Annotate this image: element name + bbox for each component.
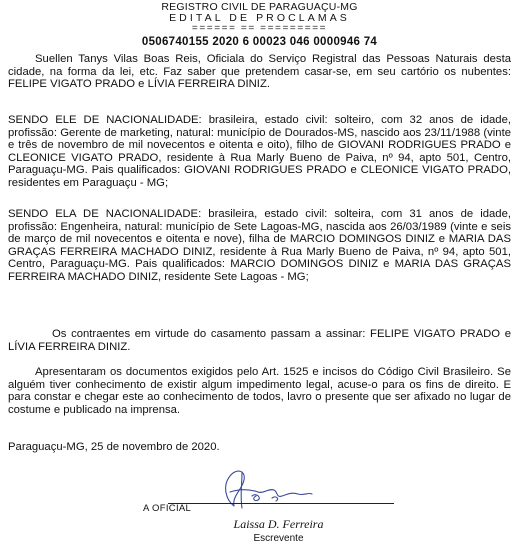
bride-paragraph: SENDO ELA DE NACIONALIDADE: brasileira, estado civil: solteira, com 31 anos de idade, profissão: Engenheira, natural: município de Sete Lagoas-MG, nascida aos 26/03/1989 (vinte e seis de março de mil novecentos e oitenta e nove), filha de MARCIO DOMINGOS DINIZ e MARIA DAS GRAÇAS FERREIRA MACHADO DINIZ, residente à Rua Marly Bueno de Paiva, nº 94, apto 501, Centro, Paraguaçu-MG. Pais qualificados: MARCIO DOMINGOS DINIZ e MARIA DAS GRAÇAS FERREIRA MACHADO DINIZ, residente Sete Lagoas - MG; bbox=[8, 208, 511, 283]
intro-paragraph: Suellen Tanys Vilas Boas Reis, Oficiala do Serviço Registral das Pessoas Naturais desta cidade, na forma da lei, etc. Faz saber que pretendem casar-se, em seu cartório os nubentes: FELIPE VIGATO PRADO e LÍVIA FERREIRA DINIZ. bbox=[8, 53, 511, 91]
handwritten-signature bbox=[212, 462, 322, 514]
signatory-role: Escrevente bbox=[253, 533, 304, 544]
groom-paragraph: SENDO ELE DE NACIONALIDADE: brasileira, estado civil: solteiro, com 32 anos de idade, profissão: Gerente de marketing, natural: município de Dourados-MS, nascido aos 23/11/1988 (vinte e três de novembro de mil novecentos e oitenta e oito), filho de GIOVANI RODRIGUES PRADO e CLEONICE VIGATO PRADO, residente à Rua Marly Bueno de Paiva, nº 94, apto 501, Centro, Paraguaçu-MG. Pais qualificados: GIOVANI RODRIGUES PRADO e CLEONICE VIGATO PRADO, residentes em Paraguaçu - MG; bbox=[8, 114, 511, 189]
signing-paragraph: Os contraentes em virtude do casamento passam a assinar: FELIPE VIGATO PRADO e LÍVIA FERREIRA DINIZ. bbox=[8, 328, 511, 353]
closing-paragraph: Apresentaram os documentos exigidos pelo Art. 1525 e incisos do Código Civil Brasileiro. Se alguém tiver conhecimento de existir algum impedimento legal, acuse-o para os fins de direito. E para constar e chegar este ao conhecimento de todos, lavro o presente que ser afixado no lugar de costume e publicado na imprensa. bbox=[8, 366, 511, 416]
registry-title: REGISTRO CIVIL DE PARAGUAÇU-MG bbox=[161, 1, 358, 13]
signatory-name: Laissa D. Ferreira bbox=[233, 517, 324, 531]
registration-code: 0506740155 2020 6 00023 046 0000946 74 bbox=[141, 36, 378, 48]
title-underline: ====== == ========= bbox=[191, 23, 328, 34]
date-line: Paraguaçu-MG, 25 de novembro de 2020. bbox=[8, 441, 220, 453]
signature-line bbox=[168, 503, 394, 504]
official-label: A OFICIAL bbox=[143, 503, 192, 514]
edital-title: EDITAL DE PROCLAMAS bbox=[169, 12, 350, 24]
